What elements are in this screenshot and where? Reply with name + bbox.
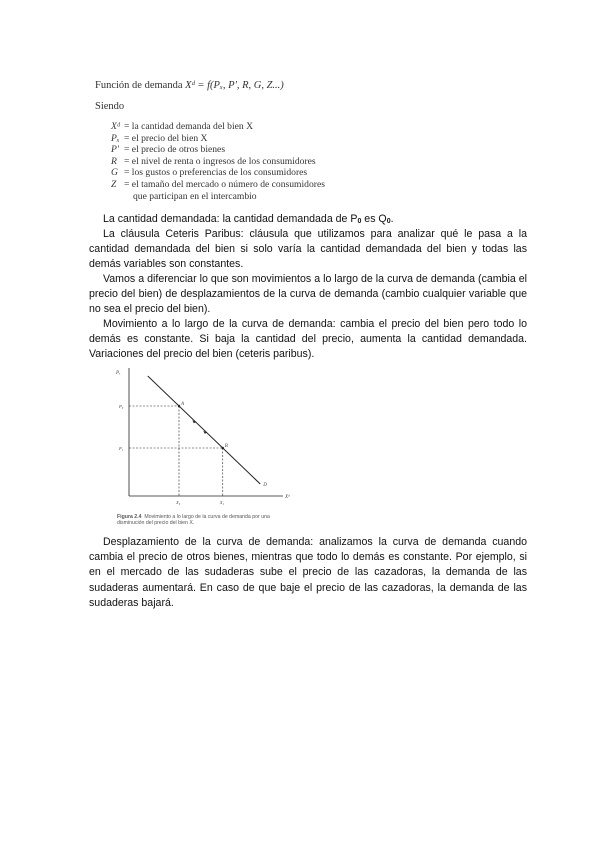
p1-text-end: . (390, 213, 394, 225)
paragraph-shift-of-curve: Desplazamiento de la curva de demanda: analizamos la curva de demanda cuando cambia el precio de otros bienes, mientras que todo lo demás es constante. Por ejemplo, si en el mercado de las sudaderas sube el precio de las cazadoras, la demanda de las sudaderas aumentará. En caso de que baje el precio de las cazadoras, la demanda de las sudaderas bajará. (89, 536, 527, 609)
definition-text: = los gustos o preferencias de los consumidores (124, 167, 308, 179)
demand-curve (148, 376, 261, 484)
definition-symbol: P' (111, 144, 119, 156)
formula-label: Función de demanda (95, 80, 186, 91)
p1-subscript-2: 0 (386, 218, 391, 225)
definition-symbol: Pₓ (111, 132, 120, 144)
definition-row (111, 167, 325, 179)
definition-row (111, 179, 325, 191)
y-axis-label: Pₓ (116, 371, 121, 376)
demand-curve-chart (111, 363, 291, 533)
y-tick-label: P₁ (119, 446, 124, 451)
definition-symbol: G (111, 167, 118, 179)
formula-equation: Xᵈ = f(Pₓ, P', R, G, Z...) (185, 80, 284, 91)
point-label: A (181, 402, 185, 407)
x-tick-label: X₁ (219, 500, 225, 505)
definition-symbol: Z (111, 178, 117, 190)
definition-continuation: que participan en el intercambio (133, 190, 257, 202)
definition-row (111, 133, 325, 145)
definition-symbol: Xᵈ (111, 121, 120, 132)
y-tick-label: P₀ (119, 404, 124, 409)
definitions-list (111, 121, 325, 202)
p1-subscript-1: 0 (357, 218, 362, 225)
definition-row (111, 144, 325, 156)
p1-text-start: La cantidad demandada: la cantidad demandada de P (103, 213, 358, 225)
paragraph-ceteris-paribus: La cláusula Ceteris Paribus: cláusula que utilizamos para analizar qué le pasa a la cantidad demandada del bien si solo varía la cantidad demandada del bien y todas las demás variables son constantes. (89, 228, 527, 271)
definition-row (111, 121, 325, 133)
definition-text: = el tamaño del mercado o número de consumidores (124, 178, 325, 190)
caption-text: Movimiento a lo largo de la curva de demanda por una disminución del precio del bien X. (117, 514, 270, 527)
definition-text: = el precio del bien X (124, 132, 208, 144)
siendo-label: Siendo (95, 101, 125, 112)
definition-symbol: R (111, 155, 117, 167)
definition-text: = el nivel de renta o ingresos de los consumidores (124, 155, 316, 167)
figure-caption (117, 514, 297, 527)
definition-text: = el precio de otros bienes (124, 144, 226, 156)
paragraph-movement-along-curve: Movimiento a lo largo de la curva de demanda: cambia el precio del bien pero todo lo demás es constante. Si baja la cantidad del precio, aumenta la cantidad demandada. Variaciones del precio del bien (ceteris paribus). (89, 318, 527, 361)
x-tick-label: X₀ (176, 500, 181, 505)
demand-function-formula (95, 80, 284, 91)
paragraph-movements-vs-shifts: Vamos a diferenciar lo que son movimientos a lo largo de la curva de demanda (cambia el precio del bien) de desplazamientos de la curva de demanda (cambio cualquier variable que no sea el precio del bien). (89, 273, 527, 316)
point-a (178, 405, 180, 407)
definition-row (111, 156, 325, 168)
p1-text-mid: es Q (361, 213, 387, 225)
point-label: B (224, 444, 228, 449)
x-axis-label: Xᵈ (285, 495, 290, 500)
definition-text: = la cantidad demanda del bien X (124, 121, 254, 132)
point-b (222, 447, 224, 449)
caption-label: Figura 2.4 (117, 514, 142, 520)
demand-curve-label: D (263, 483, 267, 488)
